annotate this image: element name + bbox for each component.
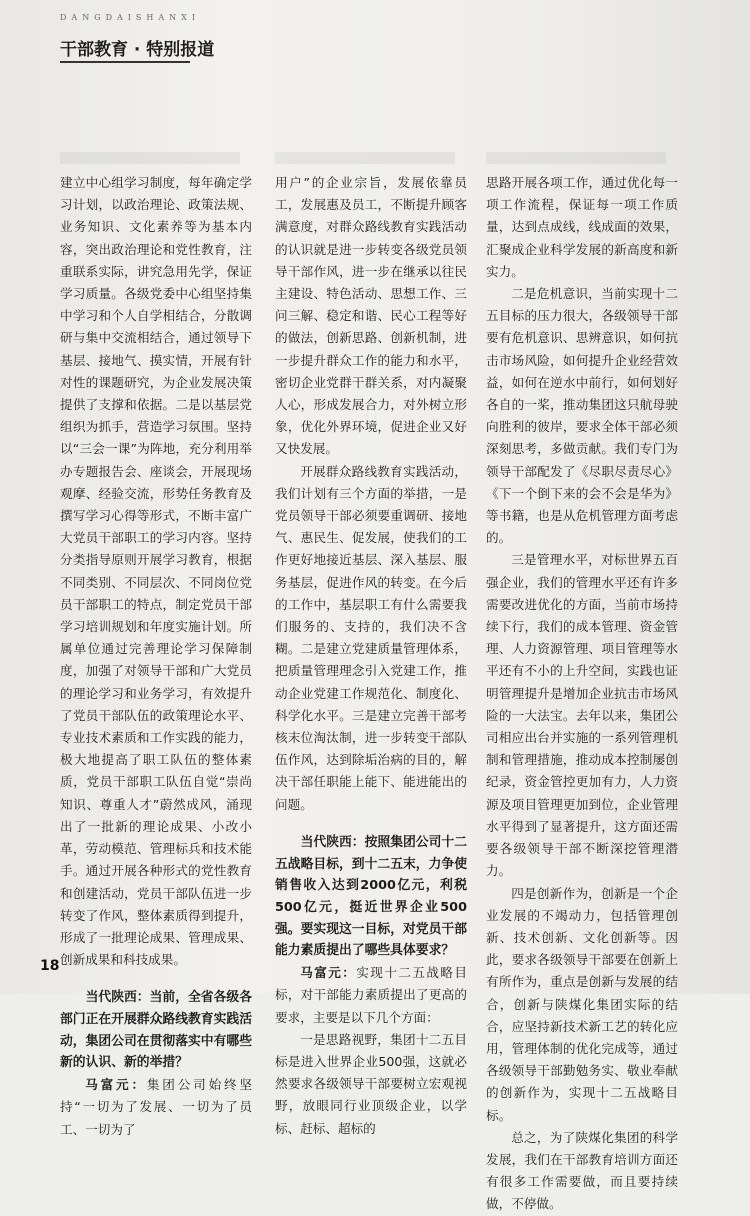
paragraph: 三是管理水平，对标世界五百强企业，我们的管理水平还有许多需要改进优化的方面，当前市场持续下行，我们的成本管理、资金管理、人力资源管理、项目管理等水平还有不小的上升空间，实践也证明管理提升是增加企业抗击市场风险的一大法宝。去年以来，集团公司相应出台并实施的一系列管理机制和管理措施，推动成本控制屡创纪录，资金管控更加有力，人力资源及项目管理更加到位，企业管理水平得到了显著提升，这方面还需要各级领导干部不断深挖管理潜力。 [486,552,678,879]
answer-text: 实现十二五战略目标，对干部能力素质提出了更高的要求，主要是以下几个方面： [275,965,468,1025]
interview-answer [275,962,467,1029]
page-number: 18 [40,958,60,974]
paragraph: 建立中心组学习制度，每年确定学习计划，以政治理论、政策法规、业务知识、文化素养等为基本内容，突出政治理论和党性教育，注重联系实际，讲究急用先学，保证学习质量。各级党委中心组坚持集中学习和个人自学相结合，分散调研与集中交流相结合，通过领导下基层、接地气、摸实情，开展有针对性的课题研究，为企业发展决策提供了支撑和依据。二是以基层党组织为抓手，营造学习氛围。坚持以“三会一课”为阵地，充分利用举办专题报告会、座谈会，开展现场观摩、经验交流，形势任务教育及撰写学习心得等形式，不断丰富广大党员干部职工的学习内容。坚持分类指导原则开展学习教育，根据不同类别、不同层次、不同岗位党员干部职工的特点，制定党员干部学习培训规划和年度实施计划。所属单位通过完善理论学习保障制度，加强了对领导干部和广大党员的理论学习和业务学习，有效提升了党员干部队伍的政策理论水平、专业技术素质和工作实践的能力，极大地提高了职工队伍的整体素质，党员干部职工队伍自觉“崇尚知识、尊重人才”蔚然成风，涌现出了一批新的理论成果、小改小革，劳动模范、管理标兵和技术能手。通过开展各种形式的党性教育和创建活动，党员干部队伍进一步转变了作风，整体素质得到提升，形成了一批理论成果、管理成果、创新成果和科技成果。 [60,175,252,968]
paragraph: 总之，为了陕煤化集团的科学发展，我们在干部教育培训方面还有很多工作需要做，而且要持续做，不停做。 [486,1129,678,1212]
paragraph: 开展群众路线教育实践活动，我们计划有三个方面的举措，一是党员领导干部必须要重调研、接地气、惠民生、促发展，使我们的工作更好地接近基层、深入基层、服务基层，促进作风的转变。在今后的工作中，基层职工有什么需要我们服务的、支持的，我们决不含糊。二是建立党建质量管理体系，把质量管理理念引入党建工作，推动企业党建工作规范化、制度化、科学化水平。三是建立完善干部考核末位淘汰制，进一步转变干部队伍作风，达到除垢治病的目的，解决干部任职能上能下、能进能出的问题。 [275,463,467,812]
bleed-through-shadow [486,152,666,164]
interview-answer [60,1074,252,1141]
paragraph: 思路开展各项工作，通过优化每一项工作流程，保证每一项工作质量，达到点成线，线成面的效果，汇聚成企业科学发展的新高度和新实力。 [486,175,678,279]
paragraph: 用户”的企业宗旨，发展依靠员工，发展惠及员工，不断提升顾客满意度，对群众路线教育实践活动的认识就是进一步转变各级党员领导干部作风，进一步在继承以往民主建设、特色活动、思想工作、三问三解、稳定和谐、民心工程等好的做法，创新思路、创新机制，进一步提升群众工作的能力和水平，密切企业党群干群关系，对内凝聚人心，形成发展合力，对外树立形象，优化外界环境，促进企业又好又快发展。 [275,175,467,457]
interview-question: 当代陕西：当前，全省各级各部门正在开展群众路线教育实践活动，集团公司在贯彻落实中有哪些新的认识、新的举措？ [60,990,252,1071]
interview-question: 当代陕西：按照集团公司十二五战略目标，到十二五末，力争使销售收入达到2000亿元，利税500亿元，挺近世界企业500强。要实现这一目标，对党员干部能力素质提出了哪些具体要求？ [275,834,467,959]
bleed-through-shadow [275,152,455,164]
paragraph: 一是思路视野，集团十二五目标是进入世界企业500强，这就必然要求各级领导干部要树立宏观视野，放眼同行业顶级企业，以学标、赶标、超标的 [275,1031,467,1136]
speaker-label: 马富元： [85,1077,147,1093]
paragraph: 二是危机意识，当前实现十二五目标的压力很大，各级领导干部要有危机意识、思辨意识，如何抗击市场风险，如何提升企业经营效益，如何在逆水中前行，如何划好各自的一桨，推动集团这只航母驶向胜利的彼岸，要求全体干部必须深刻思考，多做贡献。我们专门为领导干部配发了《尽职尽责尽心》《下一个倒下来的会不会是华为》等书籍，也是从危机管理方面考虑的。 [486,286,678,546]
text-column-2 [275,172,467,1140]
answer-text: 集团公司始终坚持“一切为了发展、一切为了员工、一切为了 [60,1077,252,1137]
speaker-label: 马富元： [300,965,357,981]
section-title: 干部教育 · 特别报道 [60,40,215,60]
text-column-1 [60,172,252,1141]
header-rule [60,61,190,63]
bleed-through-shadow [60,152,240,164]
text-column-3 [486,172,678,1216]
paragraph: 四是创新作为，创新是一个企业发展的不竭动力，包括管理创新、技术创新、文化创新等。因此，要求各级领导干部要在创新上有所作为，重点是创新与发展的结合，创新与陕煤化集团实际的结合，应坚持新技术新工艺的转化应用，管理体制的优化完成等，通过各级领导干部勤勉务实、敬业奉献的创新作为，实现十二五战略目标。 [486,885,678,1123]
magazine-kicker: DANGDAISHANXI [60,13,201,22]
